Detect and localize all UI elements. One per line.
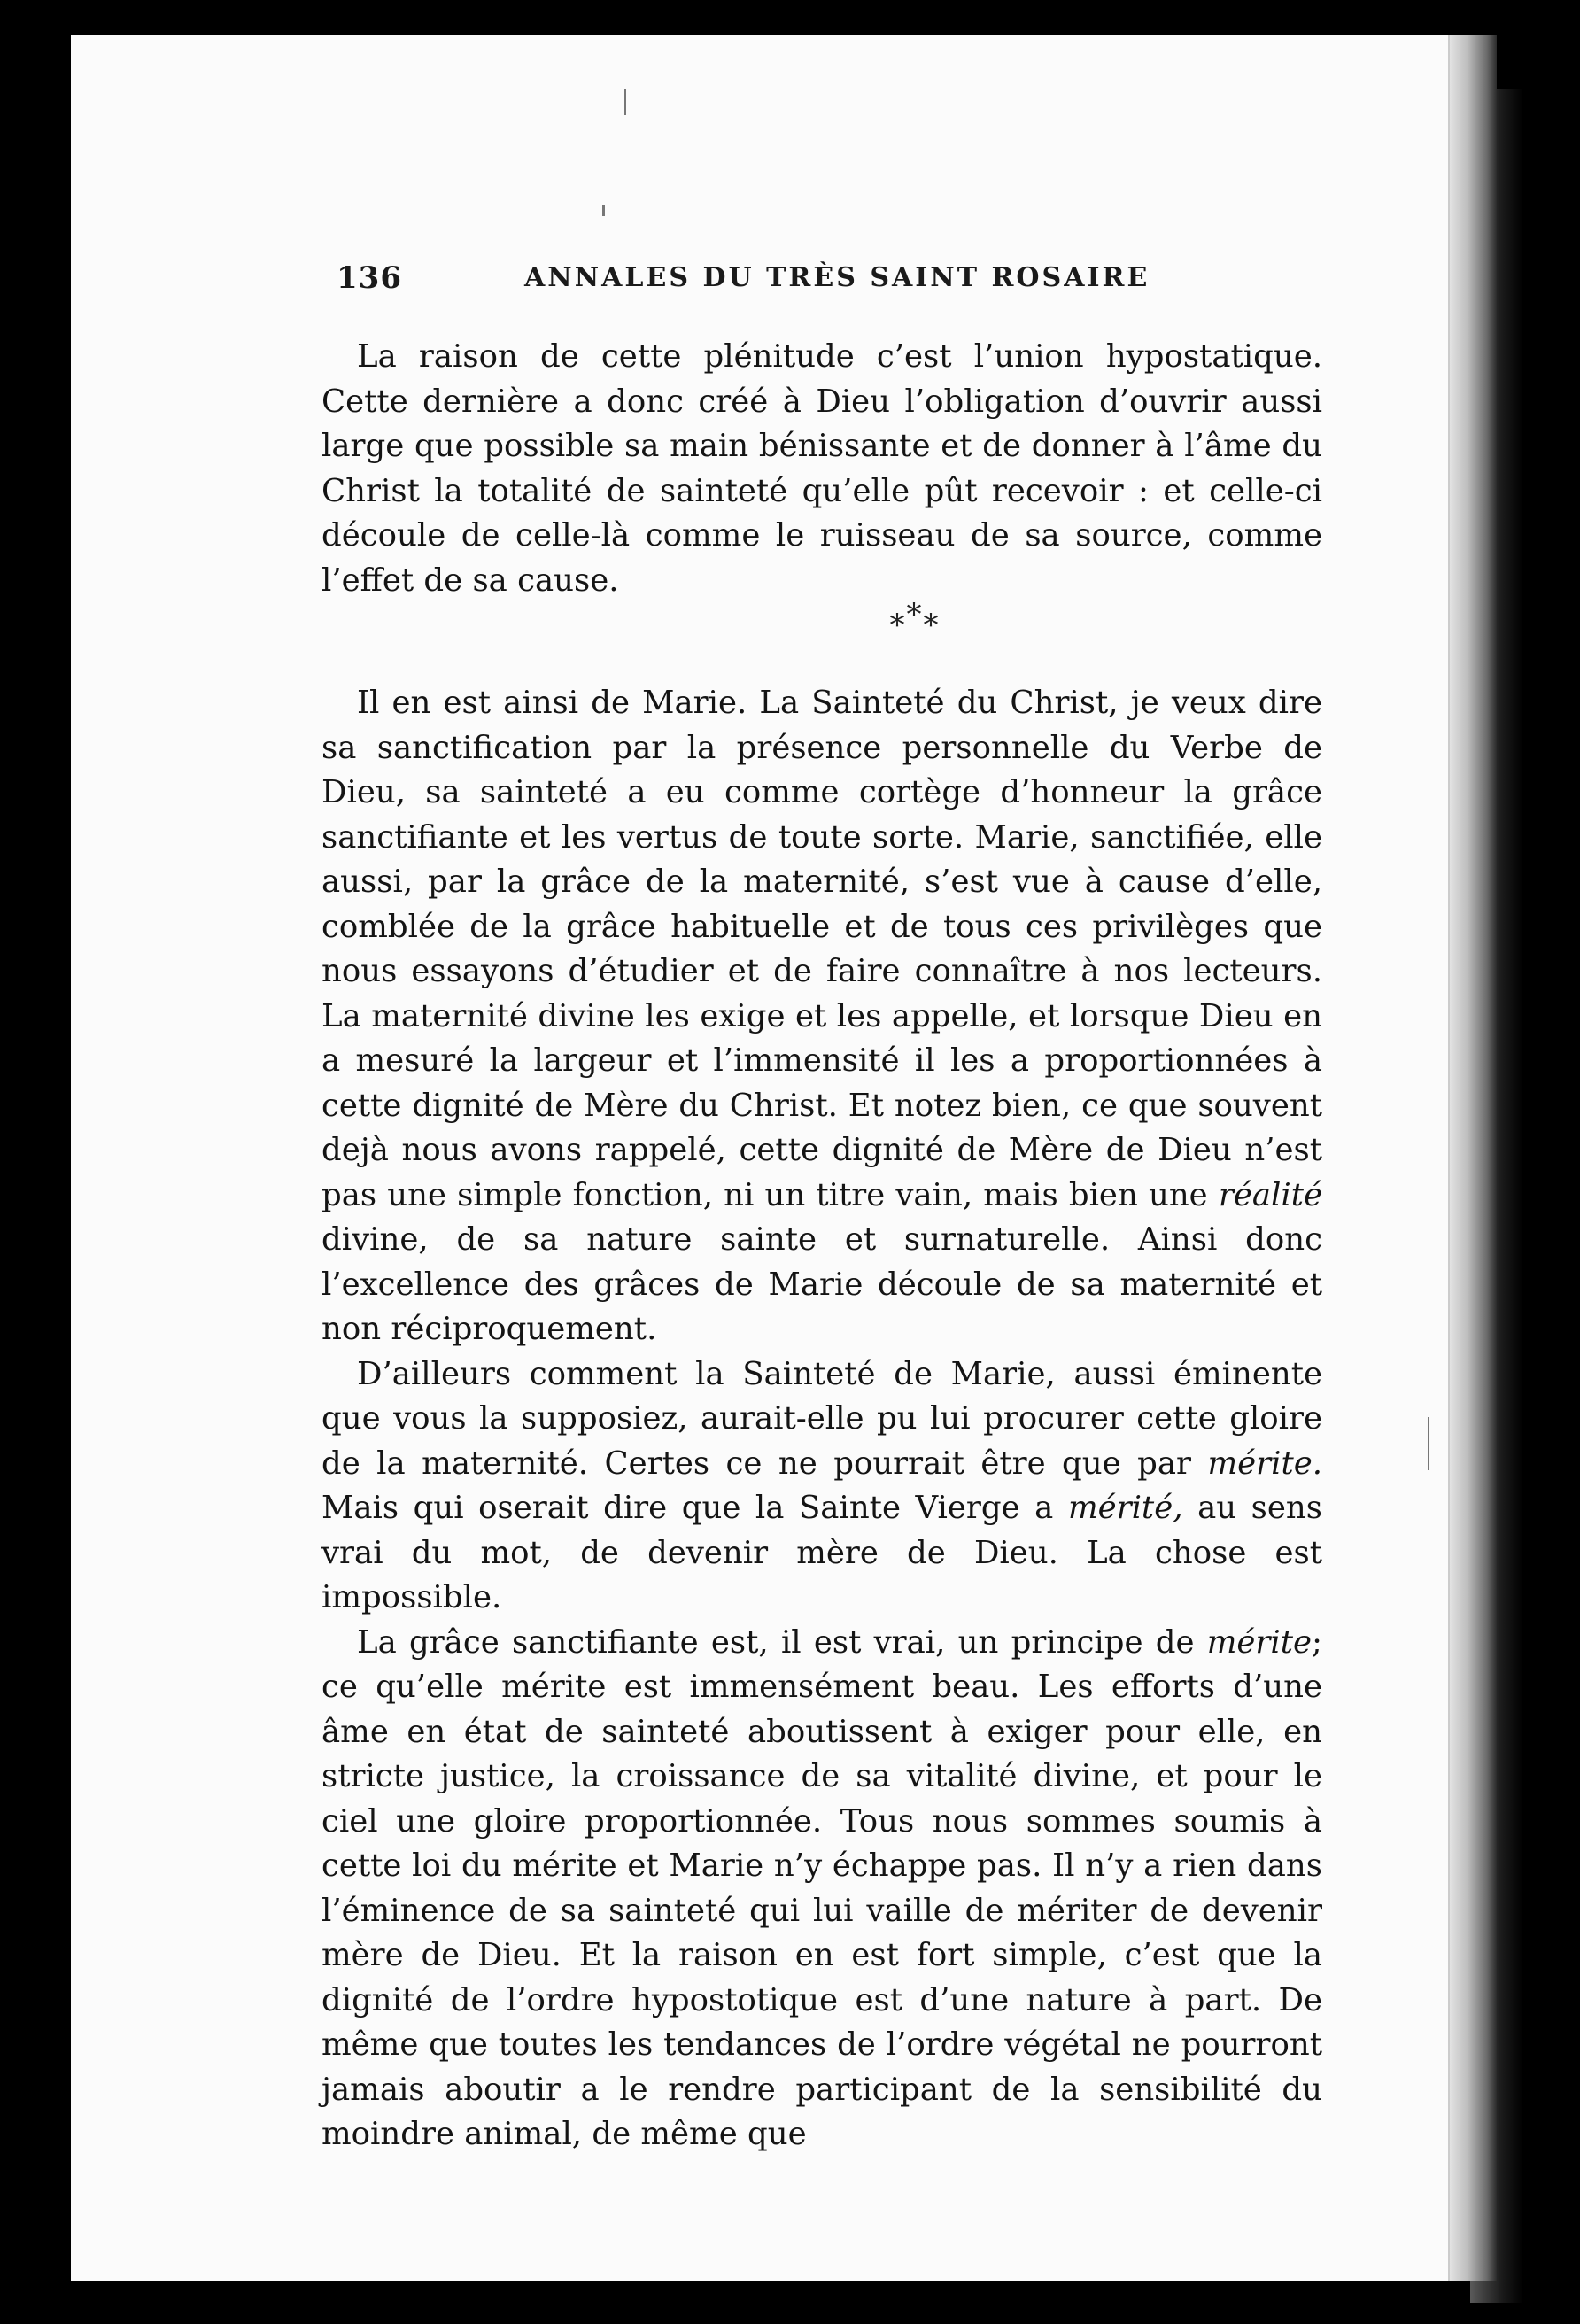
paragraph-text: ; ce qu’elle mérite est immensément beau. Les efforts d’une âme en état de sainteté aboutissent à exiger pour elle, en stricte justice, la croissance de sa vitalité divine, et pour le ciel une gloire proportionnée. Tous nous sommes soumis à cette loi du mérite et Marie n’y échappe pas. Il n’y a rien dans l’éminence de sa sainteté qui lui vaille de mériter de devenir mère de Dieu. Et la raison en est fort simple, c’est que la dignité de l’ordre hypostotique est d’une nature à part. De même que toutes les tendances de l’ordre végétal ne pourront jamais aboutir a le rendre participant de la sensibilité du moindre animal, de même que [321,1623,1322,2152]
scan-speck [1428,1417,1429,1470]
paragraph-text: D’ailleurs comment la Sainteté de Marie, aussi éminente que vous la supposiez, aurait-elle pu lui procurer cette gloire de la maternité. Certes ce ne pourrait être que par [321,1355,1322,1482]
paragraph [321,1621,1322,2157]
asterisk: * [889,608,907,643]
page-number: 136 [337,260,402,296]
paragraph [321,681,1322,1352]
paragraph-text: La grâce sanctifiante est, il est vrai, un principe de [357,1623,1195,1661]
paragraph [321,1352,1322,1621]
page-body [321,335,1322,2157]
paragraph: La raison de cette plénitude c’est l’union hypostatique. Cette dernière a donc créé à Dieu l’obligation d’ouvrir aussi large que possible sa main bénissante et de donner à l’âme du Christ la totalité de sainteté qu’elle pût recevoir : et celle-ci découle de celle-là comme le ruisseau de sa source, comme l’effet de sa cause. [321,338,1322,599]
italic-word: mérité, [1067,1490,1183,1526]
italic-word: mérite [1206,1623,1313,1661]
scan-speck [602,205,605,216]
scan-speck [624,89,626,115]
section-separator [321,597,1322,681]
paragraph-text: divine, de sa nature sainte et surnaturelle. Ainsi donc l’excellence des grâces de Marie découle de sa maternité et non réciproquement. [321,1221,1322,1347]
page-edge-shadow [1448,35,1497,2281]
running-header [337,260,1311,296]
running-title: ANNALES DU TRÈS SAINT ROSAIRE [524,262,1150,293]
paragraph-text: Mais qui oserait dire que la Sainte Vierge a [321,1490,1054,1526]
italic-word: mérite. [1207,1445,1323,1482]
asterisk: * [906,597,924,632]
italic-word: réalité [1218,1176,1322,1213]
paragraph-text: au sens vrai du mot, de devenir mère de Dieu. La chose est impossible. [321,1490,1322,1615]
paragraph-text: Il en est ainsi de Marie. La Sainteté du Christ, je veux dire sa sanctification par la présence personnelle du Verbe de Dieu, sa sainteté a eu comme cortège d’honneur la grâce sanctifiante et les vertus de toute sorte. Marie, sanctifiée, elle aussi, par la grâce de la maternité, s’est vue à cause d’elle, comblée de la grâce habituelle et de tous ces privilèges que nous essayons d’étudier et de faire connaître à nos lecteurs. La maternité divine les exige et les appelle, et lorsque Dieu en a mesuré la largeur et l’immensité il les a proportionnées à cette dignité de Mère du Christ. Et notez bien, ce que souvent dejà nous avons rappelé, cette dignité de Mère de Dieu n’est pas une simple fonction, ni un titre vain, mais bien une [321,685,1322,1213]
asterisk: * [923,608,941,643]
